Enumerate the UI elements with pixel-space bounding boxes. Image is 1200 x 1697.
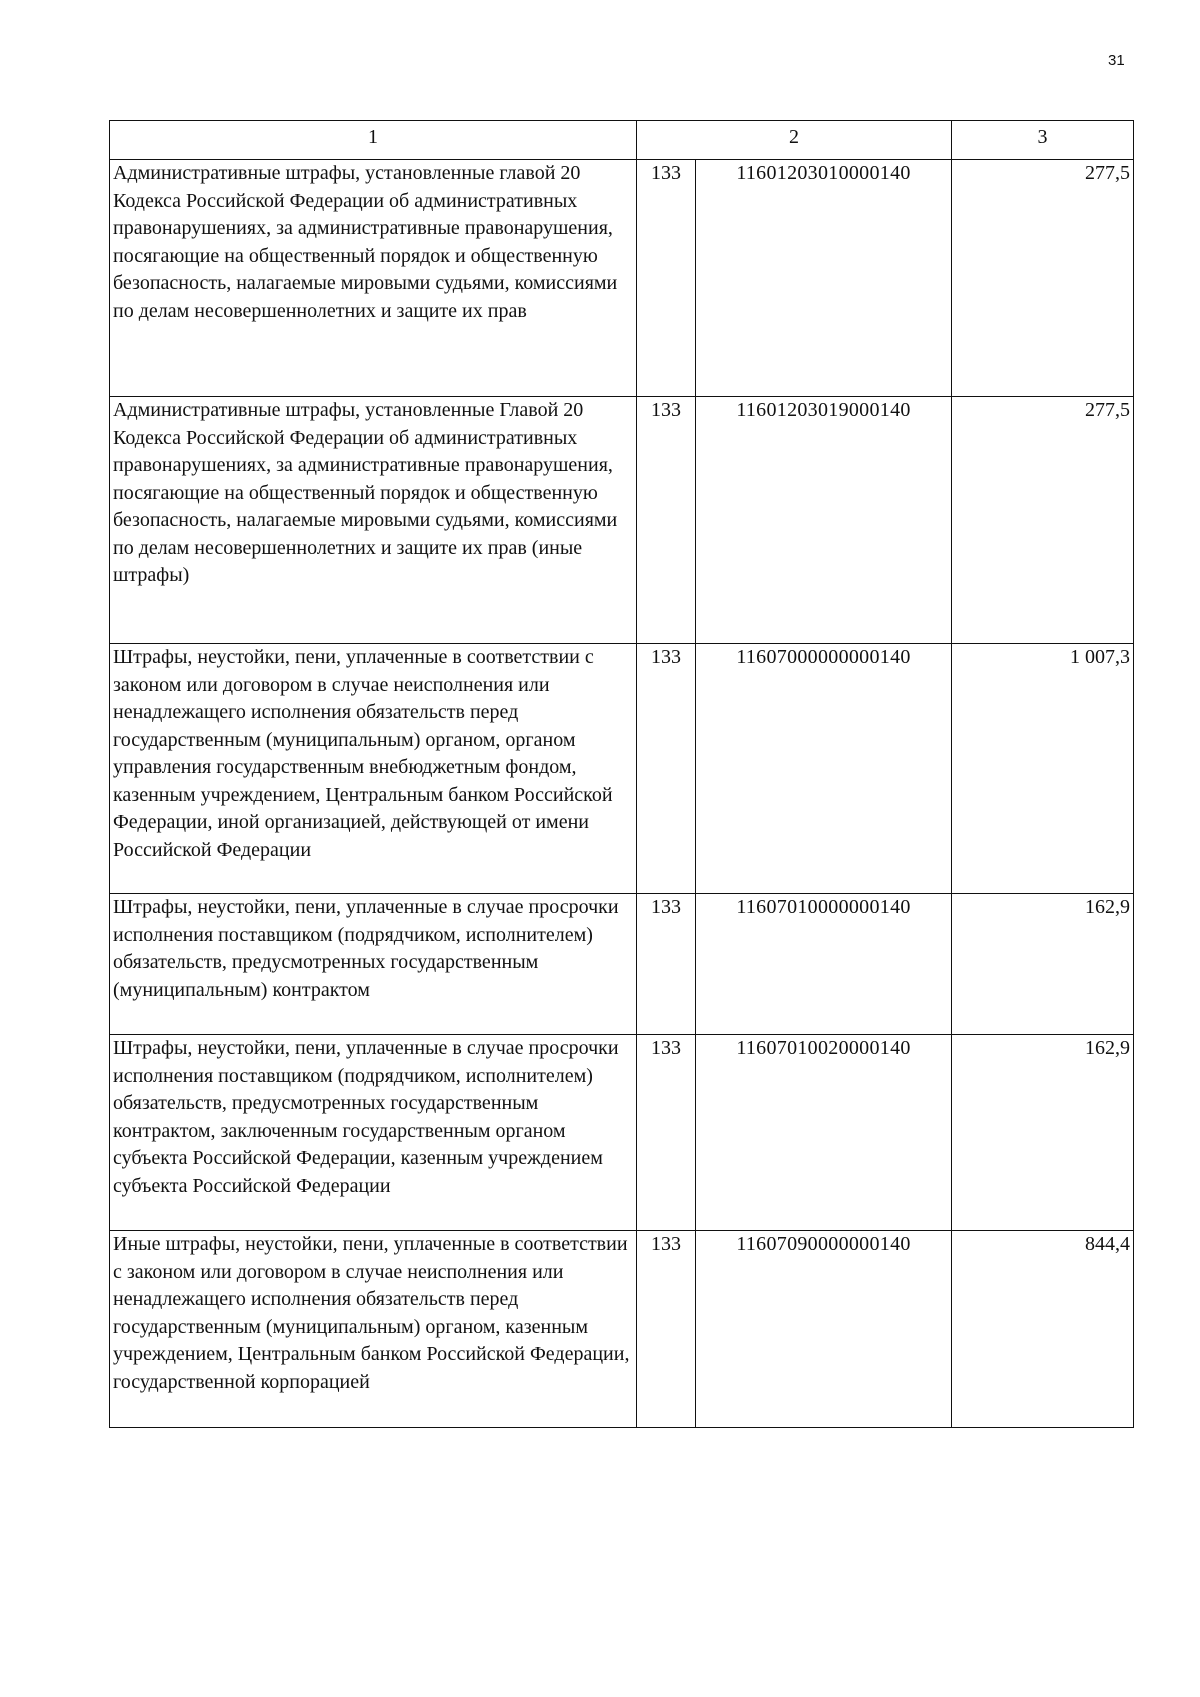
row-amount: 162,9 bbox=[952, 1035, 1134, 1231]
table-row bbox=[110, 160, 1134, 397]
row-kbk-code: 11607090000000140 bbox=[696, 1231, 952, 1428]
row-kbk-code: 11601203010000140 bbox=[696, 160, 952, 397]
table-row bbox=[110, 1035, 1134, 1231]
row-admin-code: 133 bbox=[637, 397, 696, 644]
row-admin-code: 133 bbox=[637, 644, 696, 894]
table-row bbox=[110, 397, 1134, 644]
row-amount: 277,5 bbox=[952, 160, 1134, 397]
header-col-3: 3 bbox=[952, 121, 1134, 160]
row-amount: 844,4 bbox=[952, 1231, 1134, 1428]
row-kbk-code: 11607010020000140 bbox=[696, 1035, 952, 1231]
row-kbk-code: 11607010000000140 bbox=[696, 894, 952, 1035]
row-admin-code: 133 bbox=[637, 1035, 696, 1231]
header-col-1: 1 bbox=[110, 121, 637, 160]
row-amount: 1 007,3 bbox=[952, 644, 1134, 894]
row-amount: 162,9 bbox=[952, 894, 1134, 1035]
table-row bbox=[110, 894, 1134, 1035]
row-admin-code: 133 bbox=[637, 160, 696, 397]
row-description: Штрафы, неустойки, пени, уплаченные в случае просрочки исполнения поставщиком (подрядчиком, исполнителем) обязательств, предусмотренных государственным контрактом, заключенным государственным органом субъекта Российской Федерации, казенным учреждением субъекта Российской Федерации bbox=[110, 1035, 637, 1231]
row-description: Иные штрафы, неустойки, пени, уплаченные в соответствии с законом или договором в случае неисполнения или ненадлежащего исполнения обязательств перед государственным (муниципальным) органом, казенным учреждением, Центральным банком Российской Федерации, государственной корпорацией bbox=[110, 1231, 637, 1428]
row-kbk-code: 11601203019000140 bbox=[696, 397, 952, 644]
revenue-table bbox=[109, 120, 1134, 1428]
row-kbk-code: 11607000000000140 bbox=[696, 644, 952, 894]
row-description: Штрафы, неустойки, пени, уплаченные в случае просрочки исполнения поставщиком (подрядчиком, исполнителем) обязательств, предусмотренных государственным (муниципальным) контрактом bbox=[110, 894, 637, 1035]
table-header-row bbox=[110, 121, 1134, 160]
row-description: Административные штрафы, установленные Главой 20 Кодекса Российской Федерации об административных правонарушениях, за административные правонарушения, посягающие на общественный порядок и общественную безопасность, налагаемые мировыми судьями, комиссиями по делам несовершеннолетних и защите их прав (иные штрафы) bbox=[110, 397, 637, 644]
page-number: 31 bbox=[1108, 52, 1125, 69]
table-row bbox=[110, 644, 1134, 894]
row-description: Штрафы, неустойки, пени, уплаченные в соответствии с законом или договором в случае неисполнения или ненадлежащего исполнения обязательств перед государственным (муниципальным) органом, органом управления государственным внебюджетным фондом, казенным учреждением, Центральным банком Российской Федерации, иной организацией, действующей от имени Российской Федерации bbox=[110, 644, 637, 894]
row-admin-code: 133 bbox=[637, 894, 696, 1035]
row-description: Административные штрафы, установленные главой 20 Кодекса Российской Федерации об административных правонарушениях, за административные правонарушения, посягающие на общественный порядок и общественную безопасность, налагаемые мировыми судьями, комиссиями по делам несовершеннолетних и защите их прав bbox=[110, 160, 637, 397]
header-col-2: 2 bbox=[637, 121, 952, 160]
row-admin-code: 133 bbox=[637, 1231, 696, 1428]
table-row bbox=[110, 1231, 1134, 1428]
row-amount: 277,5 bbox=[952, 397, 1134, 644]
